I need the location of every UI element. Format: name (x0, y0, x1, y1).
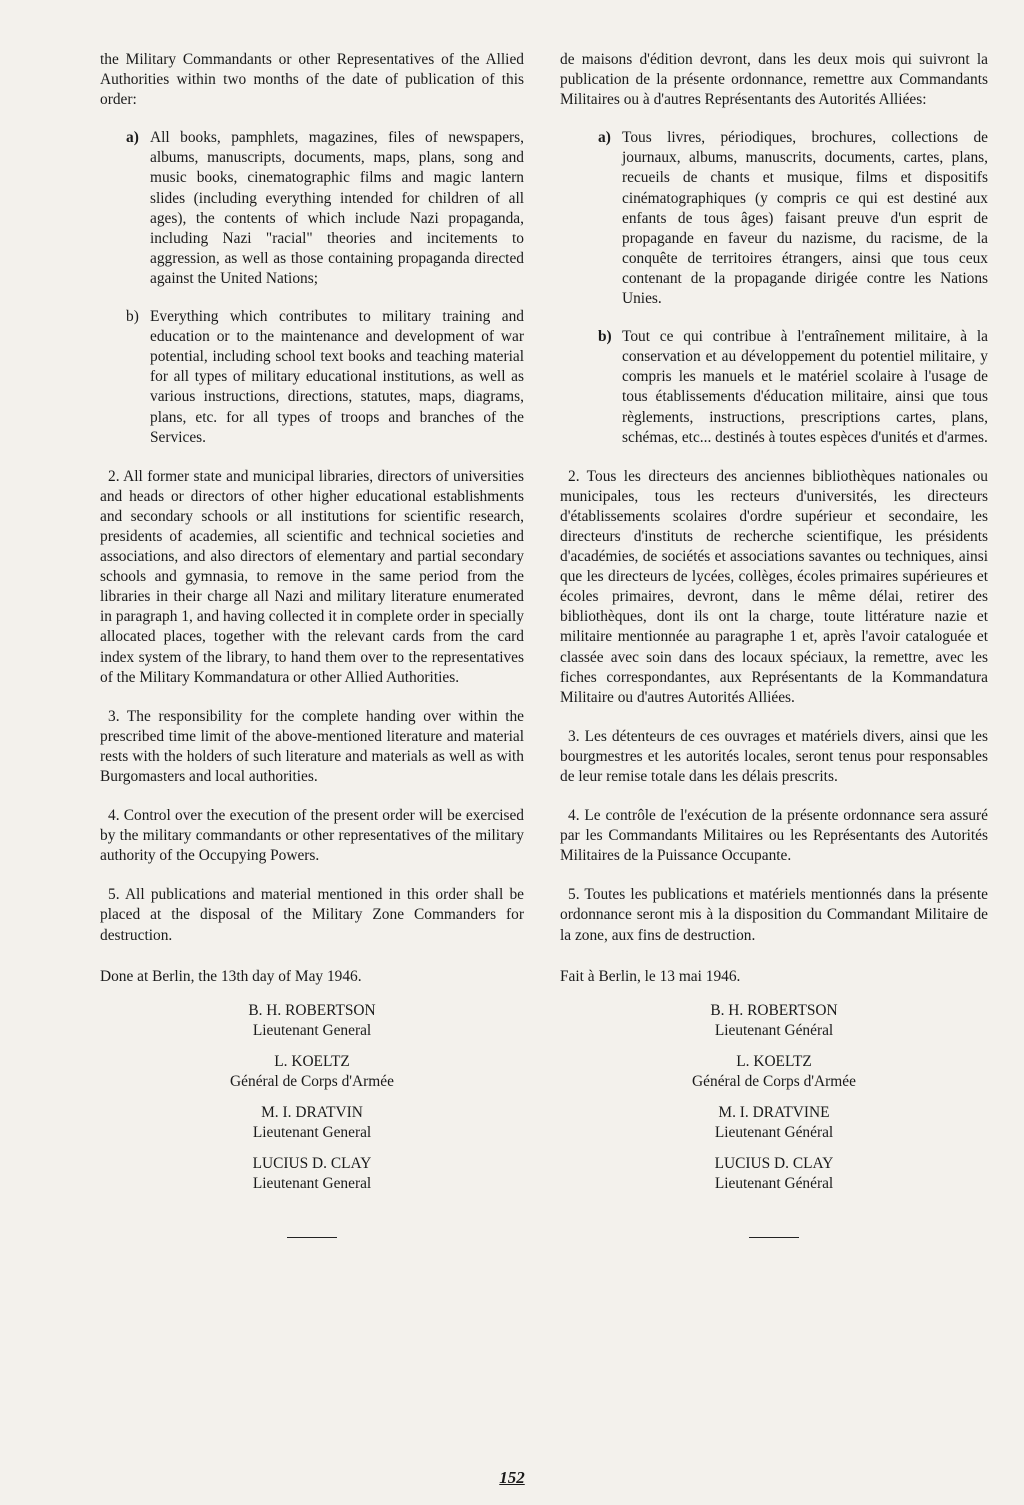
signatory-name: LUCIUS D. CLAY (252, 1155, 372, 1173)
page-number: 152 (499, 1468, 525, 1487)
signatory-rank: Lieutenant Général (714, 1124, 834, 1142)
english-column (100, 50, 524, 1238)
signatory-name: LUCIUS D. CLAY (714, 1155, 834, 1173)
french-item-b-label: b) (598, 328, 612, 346)
french-item-b-text: Tout ce qui contribue à l'entraînement militaire, à la conservation et au développement du potentiel militaire, y compris les manuels et le matériel scolaire à l'usage de tous établissements d'éducation militaire, ainsi que tous règlements, instructions, prescriptions cartes, plans, schémas, etc... destinés à toutes espèces d'unités et d'armes. (622, 328, 988, 446)
french-paragraph-3: 3. Les détenteurs de ces ouvrages et matériels divers, ainsi que les bourgmestres et les autorités locales, seront tenus pour responsables de leur remise totale dans les délais prescrits. (560, 727, 988, 785)
english-signatures (100, 1001, 524, 1238)
signatory-name: B. H. ROBERTSON (248, 1001, 376, 1019)
signatory-rank: Lieutenant Général (714, 1175, 834, 1193)
english-item-b-text: Everything which contributes to military training and education or to the maintenance and development of war potential, including school text books and teaching material for all types of military educational institutions, as well as various instructions, directions, statutes, maps, diagrams, plans, etc. for all types of troops and branches of the Services. (150, 308, 524, 446)
english-item-a-text: All books, pamphlets, magazines, files of newspapers, albums, manuscripts, documents, maps, plans, song and music books, cinematographic films and magic lantern slides (including everything intended for children of all ages), the contents of which include Nazi propaganda, including Nazi "racial" theories and incitements to aggression, as well as those containing propaganda directed against the United Nations; (150, 129, 524, 287)
english-paragraph-3: 3. The responsibility for the complete handing over within the prescribed time limit of the above-mentioned literature and material rests with the holders of such literature and materials as well as with Burgomasters and local authorities. (100, 707, 524, 785)
french-paragraph-5: 5. Toutes les publications et matériels mentionnés dans la présente ordonnance seront mis à la disposition du Commandant Militaire de la zone, aux fins de destruction. (560, 886, 988, 944)
english-signatory (100, 1001, 524, 1041)
english-paragraph-4: 4. Control over the execution of the present order will be exercised by the military commandants or other representatives of the military authority of the Occupying Powers. (100, 807, 524, 865)
signatory-rank: Lieutenant General (252, 1021, 372, 1039)
french-signatory (560, 1001, 988, 1041)
english-signatory (100, 1052, 524, 1092)
english-item-b-label: b) (126, 308, 139, 326)
signatory-rank: Lieutenant Général (714, 1021, 834, 1039)
french-column (560, 50, 988, 1238)
signatory-rank: Général de Corps d'Armée (692, 1073, 856, 1091)
signatory-name: L. KOELTZ (274, 1052, 350, 1070)
english-signatory (100, 1103, 524, 1143)
french-signatory (560, 1103, 988, 1143)
french-item-a-text: Tous livres, périodiques, brochures, collections de journaux, albums, manuscrits, documents, cartes, plans, recueils de chants et musique, films et dispositifs cinématographiques (y compris ce qui est destiné aux enfants de tous âges) faisant preuve d'un esprit de propagande en faveur du nazisme, du racisme, de la conquête de territoires étrangers, ainsi que tous ceux contenant de la propagande dirigée contre les Nations Unies. (622, 129, 988, 308)
closing-rule (287, 1237, 337, 1238)
english-intro: the Military Commandants or other Representatives of the Allied Authorities within two months of the date of publication of this order: (100, 51, 524, 109)
signatory-rank: Lieutenant General (252, 1124, 372, 1142)
french-paragraph-2: 2. Tous les directeurs des anciennes bibliothèques nationales ou municipales, tous les recteurs d'universités, les directeurs d'établissements scolaires d'ordre supérieur et secondaire, les directeurs d'instituts de recherche scientifique, les présidents d'académies, de sociétés et associations savantes ou techniques, ainsi que les directeurs de lycées, collèges, écoles primaires supérieures et écoles primaires, devront, dans le même délai, retirer des bibliothèques, dont ils ont la charge, toute littérature nazie et militaire mentionnée au paragraphe 1 et, après l'avoir cataloguée et classée avec soin dans des locaux spéciaux, la remettre, avec les fiches correspondantes, aux Représentants de la Kommandatura Militaire ou d'autres Autorités Alliées. (560, 467, 988, 706)
signatory-name: M. I. DRATVIN (261, 1104, 363, 1122)
closing-rule (749, 1237, 799, 1238)
signatory-name: B. H. ROBERTSON (710, 1001, 838, 1019)
french-item-b (560, 327, 988, 448)
french-signatures (560, 1001, 988, 1238)
french-signatory (560, 1052, 988, 1092)
english-item-b (100, 307, 524, 448)
english-paragraph-5: 5. All publications and material mentioned in this order shall be placed at the disposal of the Military Zone Commanders for destruction. (100, 886, 524, 944)
french-done-at: Fait à Berlin, le 13 mai 1946. (560, 967, 741, 985)
signatory-rank: Lieutenant General (252, 1175, 372, 1193)
signatory-name: M. I. DRATVINE (718, 1104, 830, 1122)
signatory-name: L. KOELTZ (736, 1052, 812, 1070)
french-item-a-label: a) (598, 129, 611, 147)
french-item-a (560, 128, 988, 309)
english-paragraph-2: 2. All former state and municipal libraries, directors of universities and heads or directors of other higher educational establishments and secondary schools or all institutions for scientific research, presidents of academies, all scientific and technical societies and associations, and also directors of elementary and partial secondary schools and gymnasia, to remove in the same period from the libraries in their charge all Nazi and military literature enumerated in paragraph 1, and having collected it in complete order in specially allocated places, together with the relevant cards from the card index system of the library, to hand them over to the representatives of the Military Kommandatura or other Allied Authorities. (100, 467, 524, 686)
english-done-at: Done at Berlin, the 13th day of May 1946. (100, 967, 362, 985)
french-signatory (560, 1154, 988, 1194)
english-signatory (100, 1154, 524, 1194)
english-item-a-label: a) (126, 129, 139, 147)
french-intro: de maisons d'édition devront, dans les deux mois qui suivront la publication de la présente ordonnance, remettre aux Commandants Militaires ou à d'autres Représentants des Autorités Alliées: (560, 51, 988, 109)
french-paragraph-4: 4. Le contrôle de l'exécution de la présente ordonnance sera assuré par les Commandants Militaires ou les Représentants des Autorités Militaires de la Puissance Occupante. (560, 807, 988, 865)
signatory-rank: Général de Corps d'Armée (230, 1073, 394, 1091)
english-item-a (100, 128, 524, 289)
